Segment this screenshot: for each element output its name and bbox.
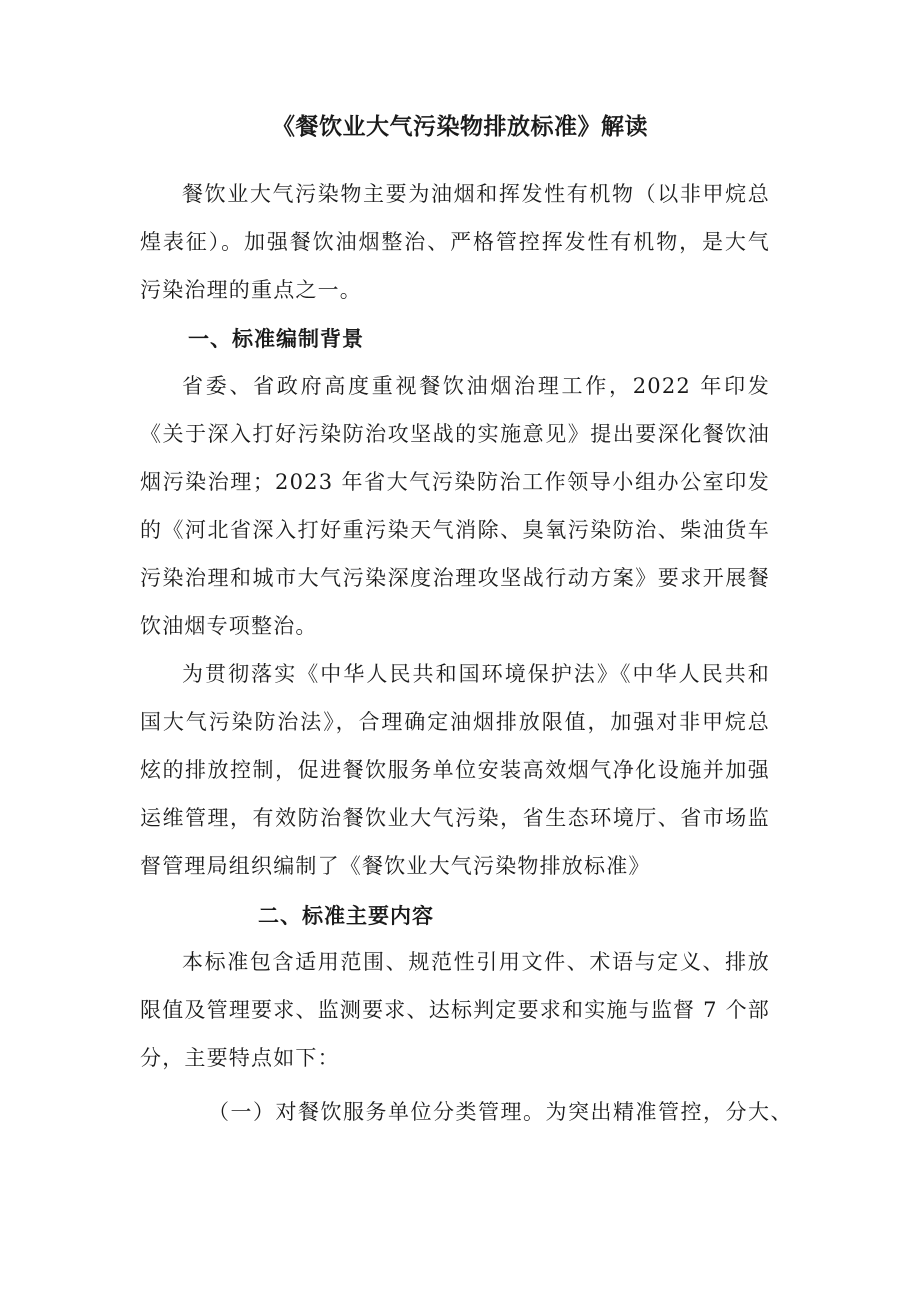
document-title: 《餐饮业大气污染物排放标准》解读 [272,114,648,140]
section1-paragraph-2: 为贯彻落实《中华人民共和国环境保护法》《中华人民共和国大气污染防治法》，合理确定油烟排放限值，加强对非甲烷总炫的排放控制，促进餐饮服务单位安装高效烟气净化设施并加强运维管理，有效防治餐饮业大气污染，省生态环境厅、省市场监督管理局组织编制了《餐饮业大气污染物排放标准》 [140,662,770,878]
intro-paragraph: 餐饮业大气污染物主要为油烟和挥发性有机物（以非甲烷总煌表征）。加强餐饮油烟整治、严格管控挥发性有机物，是大气污染治理的重点之一。 [140,182,770,302]
section2-heading: 二、标准主要内容 [258,904,434,928]
section2-paragraph-1: 本标准包含适用范围、规范性引用文件、术语与定义、排放限值及管理要求、监测要求、达标判定要求和实施与监督 7 个部分，主要特点如下： [140,950,770,1070]
section1-heading: 一、标准编制背景 [188,327,364,351]
section2-item-1: （一）对餐饮服务单位分类管理。为突出精准管控，分大、 [208,1100,793,1124]
section1-paragraph-1: 省委、省政府高度重视餐饮油烟治理工作，2022 年印发《关于深入打好污染防治攻坚战的实施意见》提出要深化餐饮油烟污染治理；2023 年省大气污染防治工作领导小组办公室印发的《河北省深入打好重污染天气消除、臭氧污染防治、柴油货车污染治理和城市大气污染深度治理攻坚战行动方案》要求开展餐饮油烟专项整治。 [140,374,770,638]
